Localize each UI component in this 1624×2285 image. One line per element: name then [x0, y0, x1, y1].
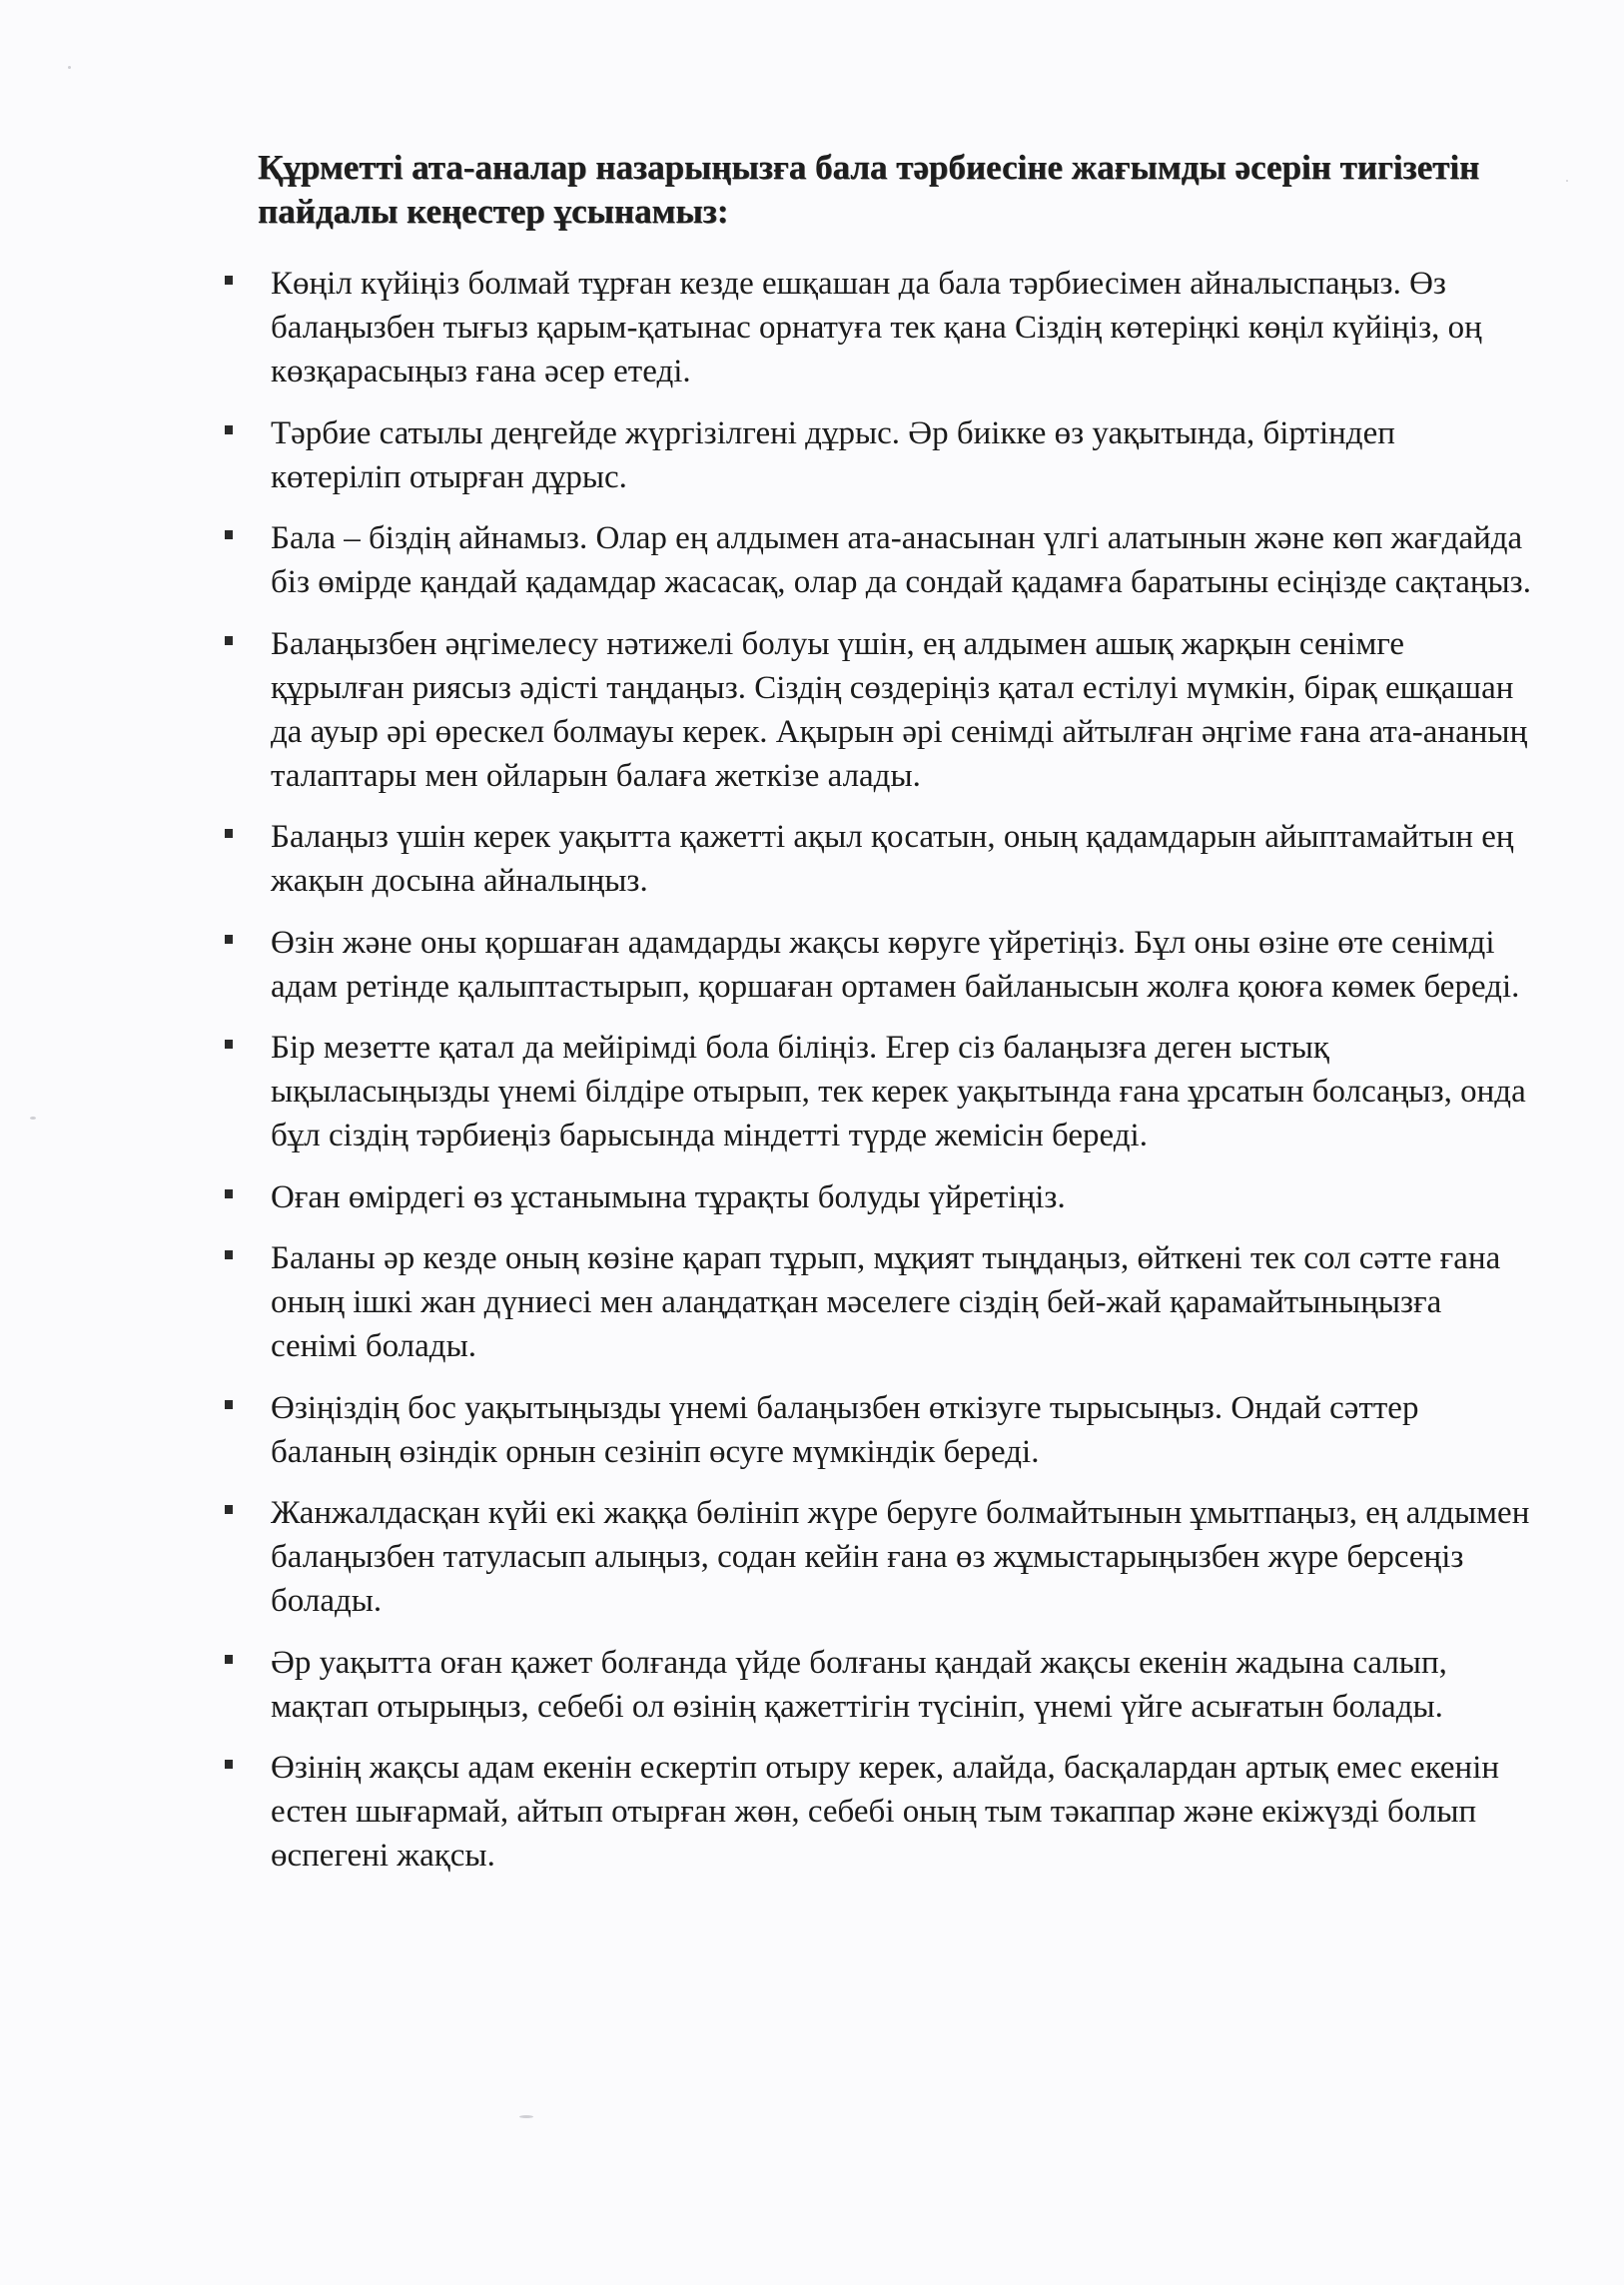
- scan-speck: [1566, 180, 1568, 182]
- square-bullet-icon: [225, 1505, 233, 1514]
- square-bullet-icon: [225, 276, 233, 285]
- square-bullet-icon: [225, 935, 233, 944]
- square-bullet-icon: [225, 1250, 233, 1259]
- list-item: [215, 516, 1533, 604]
- square-bullet-icon: [225, 1189, 233, 1198]
- tip-text: Бір мезетте қатал да мейірімді бола біліңіз. Егер сіз балаңызға деген ыстық ықыласыңызды үнемі білдіре отырып, тек керек уақытында ғана ұрсатын болсаңыз, онда бұл сіздің тәрбиеңіз барысында міндетті түрде жемісін береді.: [271, 1030, 1526, 1153]
- list-item: [215, 1491, 1533, 1623]
- tips-list: [215, 262, 1533, 1896]
- list-item: [215, 622, 1533, 798]
- square-bullet-icon: [225, 636, 233, 645]
- scan-speck: [519, 2115, 533, 2118]
- tip-text: Баланы әр кезде оның көзіне қарап тұрып, мұқият тыңдаңыз, өйткені тек сол сәтте ғана оның ішкі жан дүниесі мен алаңдатқан мәселеге сіздің бей-жай қарамайтыныңызға сенімі болады.: [271, 1240, 1501, 1364]
- list-item: [215, 1236, 1533, 1368]
- list-item: [215, 411, 1533, 499]
- tip-text: Тәрбие сатылы деңгейде жүргізілгені дұрыс. Әр биікке өз уақытында, біртіндеп көтеріліп отырған дұрыс.: [271, 414, 1395, 495]
- tip-text: Балаңызбен әңгімелесу нәтижелі болуы үшін, ең алдымен ашық жарқын сенімге құрылған риясыз әдісті таңдаңыз. Сіздің сөздеріңіз қатал естілуі мүмкін, бірақ ешқашан да ауыр әрі өрескел болмауы керек. Ақырын әрі сенімді айтылған әңгіме ғана ата-ананың талаптары мен ойларын балаға жеткізе алады.: [271, 625, 1528, 794]
- list-item: [215, 262, 1533, 393]
- list-item: [215, 1175, 1533, 1219]
- list-item: [215, 1026, 1533, 1157]
- tip-text: Оған өмірдегі өз ұстанымына тұрақты болуды үйретіңіз.: [271, 1178, 1066, 1215]
- square-bullet-icon: [225, 829, 233, 838]
- scan-speck: [68, 66, 71, 69]
- tip-text: Өзінің жақсы адам екенін ескертіп отыру керек, алайда, басқалардан артық емес екенін естен шығармай, айтып отырған жөн, себебі оның тым тәкаппар және екіжүзді болып өспегені жақсы.: [271, 1750, 1500, 1874]
- square-bullet-icon: [225, 1760, 233, 1769]
- list-item: [215, 1386, 1533, 1474]
- tip-text: Әр уақытта оған қажет болғанда үйде болғаны қандай жақсы екенін жадына салып, мақтап отырыңыз, себебі ол өзінің қажеттігін түсініп, үнемі үйге асығатын болады.: [271, 1644, 1447, 1725]
- tip-text: Балаңыз үшін керек уақытта қажетті ақыл қосатын, оның қадамдарын айыптамайтын ең жақын досына айналыңыз.: [271, 819, 1514, 899]
- list-item: [215, 1641, 1533, 1729]
- tip-text: Өзін және оны қоршаған адамдарды жақсы көруге үйретіңіз. Бұл оны өзіне өте сенімді адам ретінде қалыптастырып, қоршаған ортамен байланысын жолға қоюға көмек береді.: [271, 924, 1520, 1005]
- square-bullet-icon: [225, 425, 233, 434]
- list-item: [215, 815, 1533, 903]
- square-bullet-icon: [225, 530, 233, 539]
- scan-speck: [30, 1117, 36, 1120]
- document-title: Құрметті ата-аналар назарыңызға бала тәрбиесіне жағымды әсерін тигізетін пайдалы кеңестер ұсынамыз:: [258, 148, 1480, 231]
- tip-text: Көңіл күйіңіз болмай тұрған кезде ешқашан да бала тәрбиесімен айналыспаңыз. Өз балаңызбен тығыз қарым-қатынас орнатуға тек қана Сіздің көтеріңкі көңіл күйіңіз, оң көзқарасыңыз ғана әсер етеді.: [271, 266, 1482, 389]
- list-item: [215, 921, 1533, 1009]
- tip-text: Бала – біздің айнамыз. Олар ең алдымен ата-анасынан үлгі алатынын және көп жағдайда біз өмірде қандай қадамдар жасасақ, олар да сондай қадамға баратыны есіңізде сақтаңыз.: [271, 520, 1531, 600]
- square-bullet-icon: [225, 1040, 233, 1049]
- square-bullet-icon: [225, 1655, 233, 1664]
- square-bullet-icon: [225, 1400, 233, 1409]
- list-item: [215, 1746, 1533, 1878]
- tip-text: Жанжалдасқан күйі екі жаққа бөлініп жүре беруге болмайтынын ұмытпаңыз, ең алдымен балаңызбен татуласып алыңыз, содан кейін ғана өз жұмыстарыңызбен жүре берсеңіз болады.: [271, 1495, 1530, 1619]
- tip-text: Өзіңіздің бос уақытыңызды үнемі балаңызбен өткізуге тырысыңыз. Ондай сәттер баланың өзіндік орнын сезініп өсуге мүмкіндік береді.: [271, 1389, 1419, 1470]
